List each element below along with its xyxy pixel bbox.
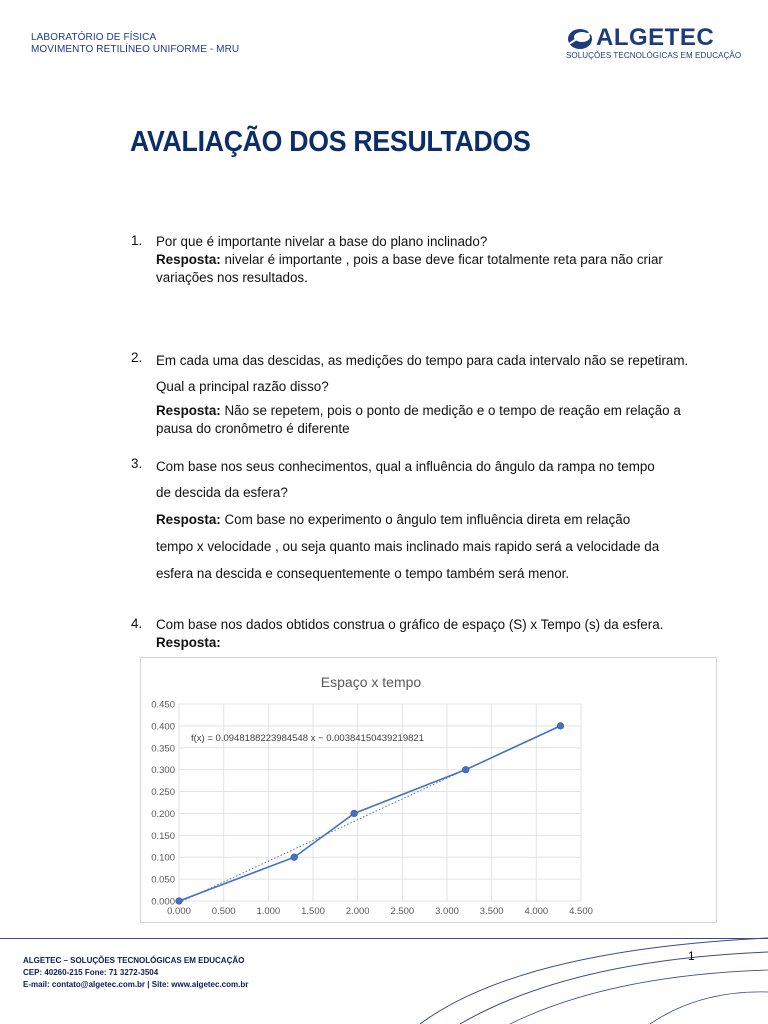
- header-lab-title: LABORATÓRIO DE FÍSICA: [31, 32, 157, 43]
- page-number: 1: [688, 949, 695, 963]
- algetec-logo: [566, 24, 742, 62]
- question-text: Por que é importante nivelar a base do plano inclinado?: [156, 234, 488, 249]
- document-footer: [23, 955, 248, 991]
- y-tick-label: 0.050: [151, 874, 175, 886]
- answer-label: Resposta:: [156, 403, 221, 418]
- trendline-equation: f(x) = 0.0948188223984548 x − 0.00384150439219821: [191, 733, 424, 744]
- footer-address: CEP: 40260-215 Fone: 71 3272-3504: [23, 968, 159, 977]
- footer-company: ALGETEC – SOLUÇÕES TECNOLÓGICAS EM EDUCAÇÃO: [23, 956, 245, 965]
- answer-text: [156, 402, 691, 438]
- x-tick-label: 1.500: [301, 906, 325, 917]
- x-tick-label: 0.000: [167, 906, 191, 917]
- x-tick-label: 0.500: [211, 906, 236, 917]
- footer-decoration: [400, 930, 768, 1024]
- document-header: [31, 32, 239, 56]
- answer-text: [156, 634, 701, 652]
- y-tick-label: 0.350: [151, 743, 175, 755]
- x-tick-label: 4.000: [524, 906, 549, 917]
- chart-title: Espaço x tempo: [320, 674, 422, 690]
- space-time-chart: [141, 658, 716, 922]
- y-tick-label: 0.300: [151, 765, 175, 777]
- data-point: [557, 723, 564, 730]
- x-tick-label: 3.500: [479, 906, 504, 917]
- answer-text: [156, 506, 666, 587]
- answer-content: Com base no experimento o ângulo tem influência direta em relação tempo x velocidade , ou seja quanto mais inclinado mais rapido será a velocidade da esfera na descida e consequentemente o tempo também será menor.: [156, 512, 660, 581]
- answer-text: [156, 251, 691, 287]
- footer-divider: [0, 938, 768, 939]
- question-text: Com base nos seus conhecimentos, qual a influência do ângulo da rampa no tempo de descida da esfera?: [156, 459, 655, 500]
- x-tick-label: 4.500: [569, 906, 593, 917]
- logo-word: ALGETEC: [596, 24, 715, 51]
- logo-tagline: SOLUÇÕES TECNOLÓGICAS EM EDUCAÇÃO: [566, 51, 742, 60]
- y-tick-label: 0.200: [151, 808, 175, 820]
- data-point: [351, 810, 358, 817]
- y-tick-label: 0.450: [151, 699, 175, 711]
- answer-label: Resposta:: [156, 512, 221, 527]
- question-number: 2.: [131, 350, 143, 365]
- x-tick-label: 2.000: [345, 906, 370, 917]
- x-tick-label: 2.500: [390, 906, 415, 917]
- question-number: 3.: [131, 456, 143, 471]
- y-tick-label: 0.150: [151, 830, 175, 842]
- y-tick-label: 0.250: [151, 787, 175, 799]
- answer-label: Resposta:: [156, 252, 221, 267]
- y-tick-label: 0.000: [151, 896, 175, 908]
- question-number: 1.: [131, 233, 143, 248]
- data-point: [176, 898, 183, 905]
- answer-content: Não se repetem, pois o ponto de medição e o tempo de reação em relação a pausa do cronômetro é diferente: [156, 403, 681, 436]
- question-number: 4.: [131, 616, 143, 631]
- chart-container: [140, 657, 717, 923]
- page-title: AVALIAÇÃO DOS RESULTADOS: [130, 126, 531, 158]
- data-point: [291, 854, 298, 861]
- answer-content: nivelar é importante , pois a base deve ficar totalmente reta para não criar variações nos resultados.: [156, 252, 663, 285]
- x-tick-label: 1.000: [256, 906, 281, 917]
- question-text: Com base nos dados obtidos construa o gráfico de espaço (S) x Tempo (s) da esfera.: [156, 617, 664, 632]
- y-tick-label: 0.400: [151, 721, 175, 733]
- header-experiment-title: MOVIMENTO RETILÍNEO UNIFORME - MRU: [31, 44, 240, 55]
- footer-contact: E-mail: contato@algetec.com.br | Site: www.algetec.com.br: [23, 980, 249, 989]
- question-text: Em cada uma das descidas, as medições do tempo para cada intervalo não se repetiram. Qual a principal razão disso?: [156, 353, 689, 394]
- answer-label: Resposta:: [156, 635, 221, 650]
- logo-mark-icon: [566, 26, 596, 52]
- data-point: [462, 766, 469, 773]
- x-tick-label: 3.000: [435, 906, 459, 917]
- y-tick-label: 0.100: [151, 852, 175, 864]
